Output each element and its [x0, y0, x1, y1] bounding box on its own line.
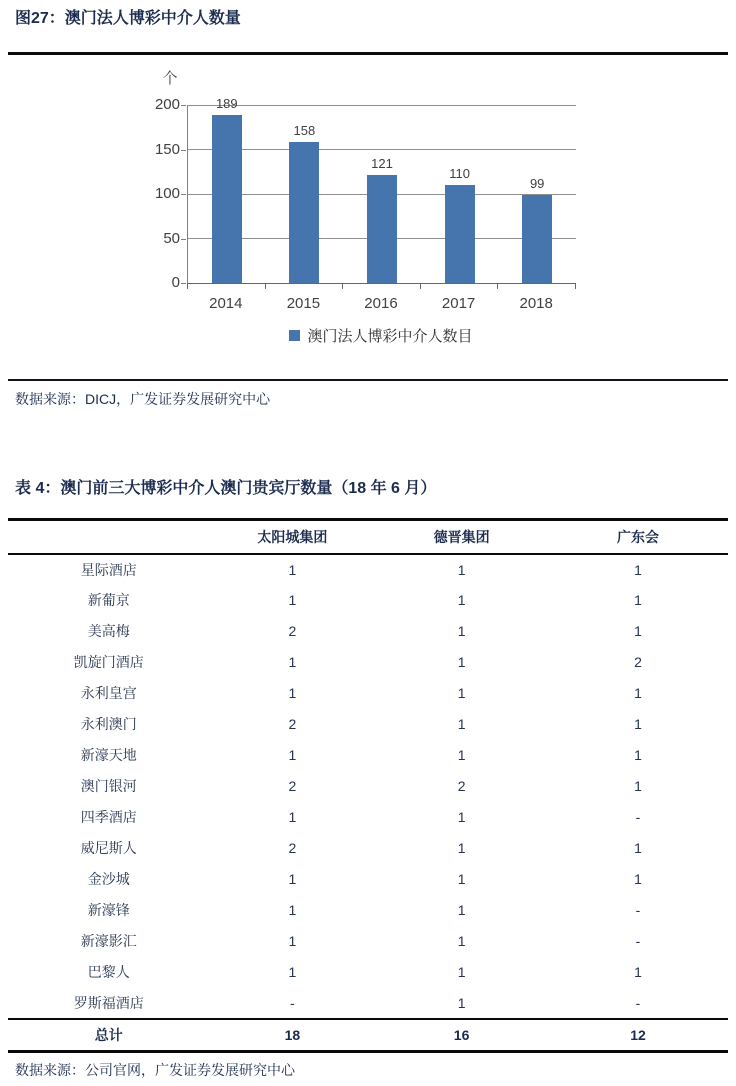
column-header-takchun: 德晋集团: [433, 528, 490, 545]
bar-chart: [8, 55, 728, 379]
axis-tick: [181, 283, 186, 284]
cell: 1: [634, 964, 642, 980]
bar-value-label: 158: [293, 123, 316, 139]
table-row: [8, 802, 728, 833]
row-label: 新濠天地: [80, 747, 137, 763]
y-tick-label: 100: [154, 185, 180, 202]
row-label: 澳门银河: [80, 778, 137, 794]
table-row: [8, 833, 728, 864]
row-label: 永利皇宫: [80, 685, 137, 701]
legend-label: 澳门法人博彩中介人数目: [307, 329, 473, 345]
cell: 1: [634, 623, 642, 639]
legend-swatch-icon: [289, 330, 300, 341]
total-cell: 16: [453, 1026, 470, 1043]
axis-tick: [342, 284, 343, 289]
cell: 1: [288, 871, 297, 887]
bar-value-label: 189: [215, 95, 238, 111]
column-header-guangdong: 广东会: [616, 528, 659, 545]
cell: 1: [288, 592, 297, 608]
row-label: 罗斯福酒店: [73, 994, 144, 1011]
bar: [212, 115, 242, 283]
axis-tick: [181, 194, 186, 195]
viproom-table: [8, 518, 728, 1053]
bar-value-label: 121: [371, 156, 393, 172]
figure-section: [8, 7, 728, 409]
cell: 1: [457, 685, 466, 701]
bar-value-label: 110: [449, 166, 470, 182]
y-tick-label: 50: [163, 229, 180, 247]
axis-tick: [187, 284, 188, 289]
cell: 1: [634, 747, 642, 763]
bar: [445, 185, 475, 283]
bar: [522, 195, 552, 283]
row-label: 永利澳门: [80, 716, 137, 732]
y-tick-label: 200: [154, 96, 180, 113]
table-row: [8, 616, 728, 647]
cell: 2: [288, 840, 297, 856]
y-axis-unit-label: 个: [162, 70, 178, 87]
column-header-blank: [8, 520, 210, 554]
cell: 1: [288, 902, 297, 918]
bar: [367, 175, 397, 283]
plot-area: [187, 95, 576, 284]
cell: 1: [634, 778, 642, 794]
table-row: [8, 647, 728, 678]
axis-tick: [181, 150, 186, 151]
cell: 2: [457, 778, 466, 794]
row-label: 巴黎人: [87, 964, 130, 980]
bar-value-label: 99: [529, 175, 545, 191]
table-row: [8, 864, 728, 895]
cell: 2: [288, 778, 297, 794]
x-tick-label: 2015: [286, 295, 321, 312]
row-label: 威尼斯人: [80, 840, 137, 856]
cell: 1: [288, 654, 297, 670]
table-header-row: [8, 520, 728, 554]
column-header-suncity: 太阳城集团: [257, 528, 328, 545]
figure-title: 图27：澳门法人博彩中介人数量: [15, 10, 241, 27]
row-label: 美高梅: [87, 623, 130, 639]
figure-source: 数据来源：DICJ，广发证券发展研究中心: [15, 391, 271, 407]
table-source: 数据来源：公司官网，广发证券发展研究中心: [15, 1062, 295, 1078]
table-row: [8, 771, 728, 802]
cell: 1: [634, 592, 642, 608]
table-title: 表 4：澳门前三大博彩中介人澳门贵宾厅数量（18 年 6 月）: [15, 480, 437, 497]
table-row: [8, 554, 728, 585]
row-label: 凯旋门酒店: [73, 654, 144, 670]
cell: 1: [634, 561, 642, 578]
y-tick-label: 150: [154, 140, 180, 158]
gridline: [188, 149, 576, 150]
table-row: [8, 585, 728, 616]
cell: 1: [288, 561, 297, 578]
table-section: [8, 476, 728, 1080]
cell: 1: [634, 716, 642, 732]
x-tick-label: 2017: [441, 295, 476, 312]
cell: 2: [288, 716, 297, 732]
cell: 1: [457, 994, 466, 1011]
total-row: [8, 1019, 728, 1052]
table-row: [8, 895, 728, 926]
cell: 1: [457, 871, 466, 887]
cell: 1: [457, 902, 466, 918]
cell: 1: [457, 933, 466, 949]
cell: 1: [457, 964, 466, 980]
total-row-label: 总计: [94, 1026, 123, 1043]
axis-tick: [181, 239, 186, 240]
cell: 1: [634, 685, 642, 701]
row-label: 金沙城: [87, 871, 130, 887]
table-row: [8, 709, 728, 740]
cell: -: [635, 809, 641, 825]
cell: 1: [634, 871, 642, 887]
table-row: [8, 740, 728, 771]
row-label: 星际酒店: [80, 561, 137, 578]
bar: [289, 142, 319, 283]
row-label: 四季酒店: [80, 809, 137, 825]
cell: -: [635, 902, 641, 918]
axis-tick: [497, 284, 498, 289]
row-label: 新濠锋: [87, 902, 130, 918]
cell: 1: [457, 840, 466, 856]
cell: 1: [457, 592, 466, 608]
table-row: [8, 678, 728, 709]
cell: 1: [288, 964, 297, 980]
axis-tick: [575, 284, 576, 289]
cell: 1: [634, 840, 642, 856]
cell: 1: [457, 623, 466, 639]
cell: 2: [634, 654, 642, 670]
cell: 1: [457, 561, 466, 578]
table-row: [8, 988, 728, 1019]
cell: 1: [288, 809, 297, 825]
axis-tick: [420, 284, 421, 289]
axis-tick: [181, 105, 186, 106]
cell: 2: [288, 623, 297, 639]
table-row: [8, 957, 728, 988]
cell: -: [635, 933, 641, 949]
y-tick-label: 0: [171, 274, 180, 291]
total-cell: 12: [630, 1026, 646, 1043]
x-tick-label: 2018: [519, 295, 553, 312]
axis-tick: [265, 284, 266, 289]
cell: 1: [288, 747, 297, 763]
chart-legend: [187, 325, 575, 346]
table-row: [8, 926, 728, 957]
cell: 1: [457, 654, 466, 670]
total-cell: 18: [284, 1026, 301, 1043]
cell: -: [635, 994, 641, 1011]
cell: 1: [288, 933, 297, 949]
cell: 1: [457, 716, 466, 732]
x-tick-label: 2016: [364, 295, 398, 312]
cell: 1: [288, 685, 297, 701]
cell: 1: [457, 747, 466, 763]
cell: 1: [457, 809, 466, 825]
figure-bottom-rule: [8, 379, 728, 381]
row-label: 新濠影汇: [80, 933, 137, 949]
x-tick-label: 2014: [209, 295, 243, 312]
cell: -: [290, 994, 295, 1011]
row-label: 新葡京: [87, 592, 130, 608]
